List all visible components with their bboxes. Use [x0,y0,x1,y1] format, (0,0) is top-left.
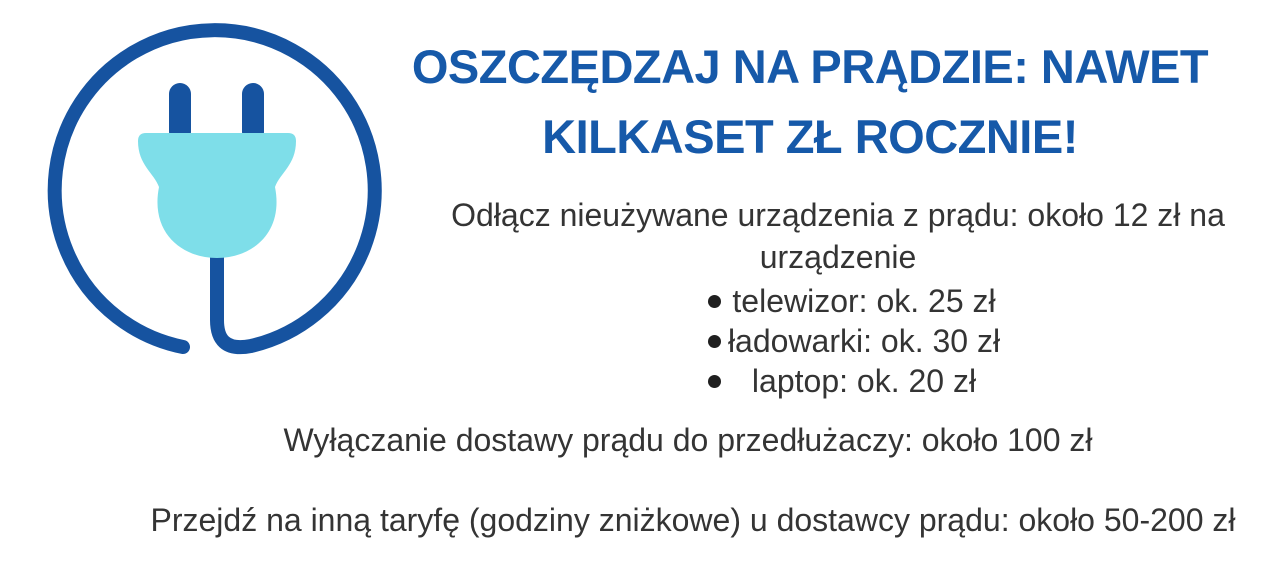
power-plug-icon [30,5,390,375]
plug-body [138,133,296,258]
list-item-label: ładowarki: ok. 30 zł [727,323,1001,359]
list-item [708,321,1020,361]
list-item [708,361,1020,401]
page-title-line1: OSZCZĘDZAJ NA PRĄDZIE: NAWET [411,40,1209,93]
power-strips-tip: Wyłączanie dostawy prądu do przedłużaczy: około 100 zł [283,422,1093,458]
list-item-label: telewizor: ok. 25 zł [732,283,996,319]
list-item-label: laptop: ok. 20 zł [751,363,977,399]
tariff-tip: Przejdź na inną taryfę (godziny zniżkowe) u dostawcy prądu: około 50-200 zł [150,502,1236,538]
bullet-dot-icon [708,335,721,348]
bullet-dot-icon [708,375,721,388]
unplug-heading: Odłącz nieużywane urządzenia z prądu: około 12 zł na urządzenie [451,197,1225,275]
bullet-dot-icon [708,295,721,308]
page-title-line2: KILKASET ZŁ ROCZNIE! [542,110,1078,163]
page-title [390,32,1230,172]
unplug-savings-list [708,281,1020,401]
list-item [708,281,1020,321]
